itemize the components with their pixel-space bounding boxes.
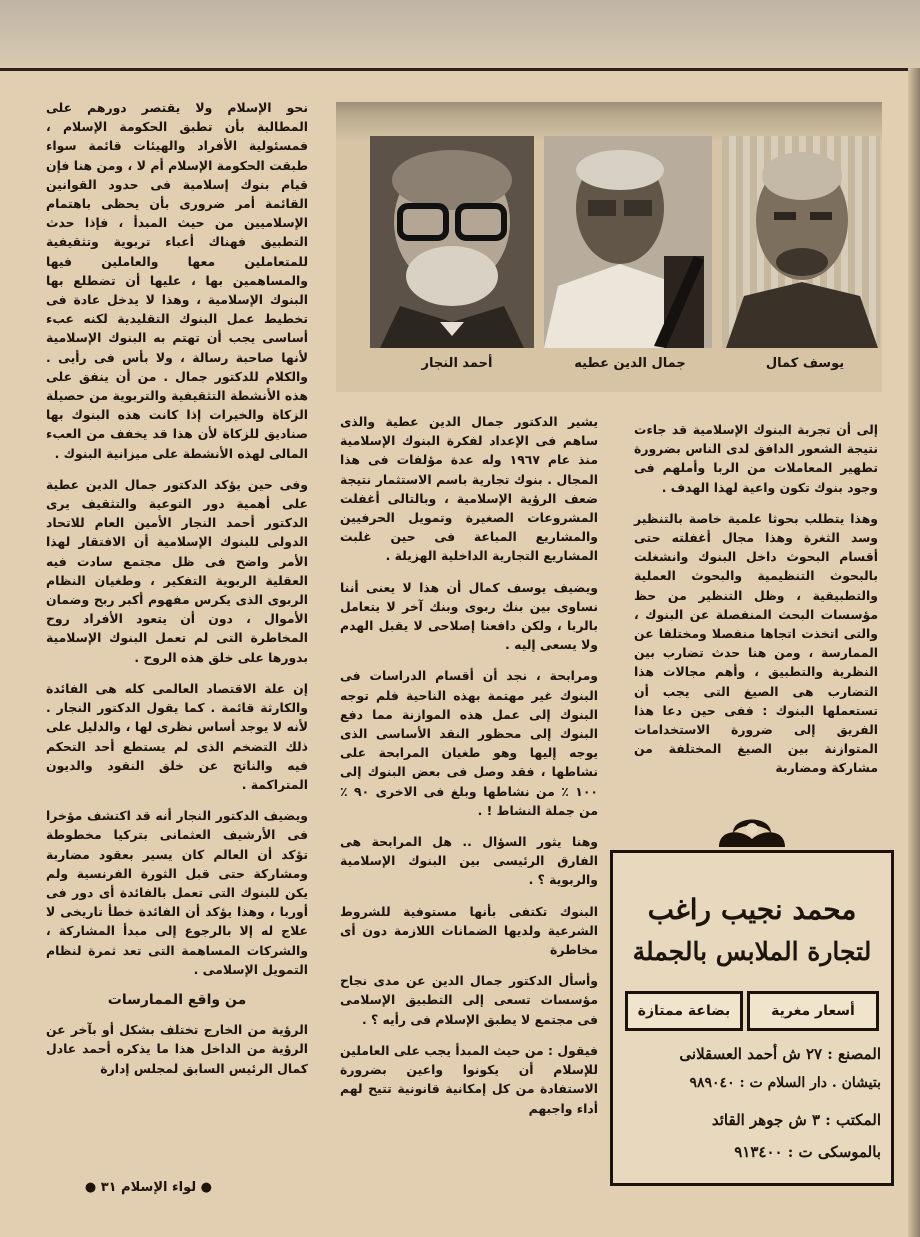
advertisement-box [610,850,894,1186]
article-column-left [634,420,878,790]
bullet-icon: ● [200,1180,212,1195]
paragraph: فيقول : من حيث المبدأ يجب على العاملين للإسلام أن يكونوا واعين بضرورة الاستفادة من كل إمكانية قانونية تتيح لهم أداء واجبهم [340,1042,598,1116]
footer-text: لواء الإسلام ٣١ [100,1180,197,1195]
photo-caption: جمال الدين عطيه [574,356,686,371]
paragraph: وهنا يثور السؤال .. هل المرابحة هى الفارق الرئيسى بين البنوك الإسلامية والربوية ؟ . [340,834,598,888]
page-top-edge [0,0,920,71]
paragraph: وأسأل الدكتور جمال الدين عن مدى نجاح مؤسسات تسعى إلى التطبيق الإسلامى فى مجتمع لا يطبق الإسلام فى رأيه ؟ . [340,973,598,1027]
photo-caption: يوسف كمال [765,356,845,371]
ad-badge: بضاعة ممتازة [625,991,743,1031]
paragraph: يشير الدكتور جمال الدين عطية والذى ساهم فى الإعداد لفكرة البنوك الإسلامية منذ عام ١٩٦٧ وله عدة مؤلفات فى هذا المجال . بنوك تجارية باسم الاستثمار نتيجة ضعف الرؤية الإسلامية ، وبالتالى أغفلت المشروعات الصغيرة وتمويل الحرفيين والمشاريع المباعة فى حين غلبت المشاريع التجارية الداخلية الهزيلة . [340,414,598,564]
paragraph: ويضيف يوسف كمال أن هذا لا يعنى أننا نساوى بين بنك ربوى وبنك آخر لا يتعامل بالربا ، ولكن دافعنا إصلاحى لا يقبل الهدم ولا يسعى إليه . [340,579,598,653]
article-column-right [46,98,308,1090]
ornament-icon [713,809,791,853]
portrait-image [722,136,880,348]
paragraph: ومرابحة ، نجد أن أقسام الدراسات فى البنوك غير مهتمة بهذه الناحية فلم توجه البنوك إلى عمل هذه الموازنة مما دفع البنوك إلى محظور النقد الأساسى الذى يوجه إليها وهو طغيان المرابحة على نشاطها ، فقد وصل فى بعض البنوك إلى ١٠٠ ٪ من نشاطها وبلغ فى الاخرى ٩٠ ٪ من جملة النشاط ! . [340,668,598,818]
paragraph: الرؤية من الخارج تختلف بشكل أو بآخر عن الرؤية من الداخل هذا ما يذكره أحمد عادل كمال الرئيس السابق لمجلس إدارة [46,1022,308,1076]
advertiser-name: محمد نجيب راغب [647,893,857,926]
paragraph: البنوك تكتفى بأنها مستوفية للشروط الشرعية ولديها الضمانات اللازمة دون أى مخاطرة [340,903,598,958]
bullet-icon: ● [84,1180,97,1195]
ad-factory-address: المصنع : ٢٧ ش أحمد العسقلانى [679,1045,881,1063]
section-heading: من واقع الممارسات [107,991,247,1008]
paragraph: وفى حين يؤكد الدكتور جمال الدين عطية على أهمية دور التوعية والتثقيف يرى الدكتور أحمد النجار الأمين العام للاتحاد الدولى للبنوك الإسلامية أن الافتقار لهذا الأمر واضح فى ظل مجتمع سادت فيه العقلية الربوية التفكير ، وطغيان النظام الربوى الذى يكرس مفهوم أكبر ربح وضمان الأموال ، دون أن يتعود الأفراد روح المخاطرة التى لم تعمل البنوك الإسلامية بدورها على خلق هذه الروح . [46,476,308,665]
ad-badge: أسعار مغرية [747,991,879,1031]
ad-office-phone: بالموسكى ت : ٩١٣٤٠٠ [734,1143,881,1161]
ad-factory-phone: بتيشان . دار السلام ت : ٩٨٩٠٤٠ [689,1075,881,1091]
portrait-photo [544,136,712,348]
article-column-middle [340,412,598,1130]
portrait-image [544,136,712,348]
paragraph: إن علة الاقتصاد العالمى كله هى الفائدة والكارثة قائمة . كما يقول الدكتور النجار . لأنه لا يوجد أساس نظرى لها ، والدليل على ذلك التضخم الذى لم يستطع أحد التحكم فيه والناتج عن خلق النقود والديون المتراكمة . [46,680,308,792]
portrait-photo [370,136,534,348]
advertiser-business: لتجارة الملابس بالجملة [632,937,872,966]
photo-caption: أحمد النجار [421,356,493,371]
paragraph: نحو الإسلام ولا يقتصر دورهم على المطالبة بأن تطبق الحكومة الإسلام ، فمسئولية الأفراد والهيئات قائمة سواء طبقت الحكومة الإسلام أم لا ، ومن هنا فإن قيام بنوك إسلامية فى حدود القوانين القائمة أمر ضرورى بأن يحظى باهتمام الإسلاميين من حيث المبدأ ، فإذا حدث التطبيق فهناك أعباء تربوية وتثقيفية للمتعاملين معها والعاملين فيها والمساهمين بها ، عليها أن تضطلع بها البنوك الإسلامية ، وهذا لا يدخل عادة فى تخطيط عمل البنوك التقليدية لكنه عبء أساسى يجب أن تهتم به البنوك الإسلامية لأنها صاحبة رسالة ، ولا بأس فى رأيى . والكلام للدكتور جمال . من أن ينفق على هذه الأنشطة التثقيفية والتربوية من حصيلة الزكاة والخيرات إذا كانت هذه البنوك بها صناديق للزكاة لأن هذا قد يخفف من العبء المالى لهذه الأنشطة على ميزانية البنوك . [46,100,308,461]
paragraph: إلى أن تجربة البنوك الإسلامية قد جاءت نتيجة الشعور الدافق لدى الناس بضرورة تطهير المعاملات من الربا وأملهم فى وجود بنوك تكون واعية لهذا الهدف . [634,422,878,495]
portrait-image [370,136,534,348]
paragraph: ويضيف الدكتور النجار أنه قد اكتشف مؤخرا فى الأرشيف العثمانى بتركيا مخطوطة تؤكد أن العالم كان يسير بعقود مضاربة ومشاركة حتى قبل الثورة الفرنسية ولم يكن للبنوك التى تعمل بالفائدة أى دور فى أوربا ، وهذا يؤكد أن الفائدة خطأ تاريخى لا علاج له إلا بالرجوع إلى مبدأ المشاركة ، والشركات المساهمة التى تعد ثمرة لنظام التمويل الإسلامى . [46,808,308,977]
portrait-photo [722,136,880,348]
ad-office-address: المكتب : ٣ ش جوهر القائد [711,1111,881,1129]
photo-panel [336,102,882,392]
page-right-edge [908,68,920,1237]
page-footer [52,1180,212,1195]
paragraph: وهذا يتطلب بحوثا علمية خاصة بالتنظير وسد الثغرة وهذا مجال أغفلته حتى أقسام البحوث داخل البنوك وانشغلت بالبحوث التنظيمية والبحوث العملية والتطبيقية ، وظل التنظير من حظ مؤسسات البحث المنفصلة عن البنوك ، والتى اتخذت اتجاها منفصلا ومختلفا عن الممارسة ، ومن هنا حدث تضارب بين النظرية والتطبيق ، وأهم مجالات هذا التضارب هى الصيغ التى يجب أن تستعملها البنوك : ففى حين دعا هذا الفريق إلى ضرورة الاستخدامات المتوازنة بين الصيغ المختلفة من مشاركة ومضاربة [634,510,878,776]
